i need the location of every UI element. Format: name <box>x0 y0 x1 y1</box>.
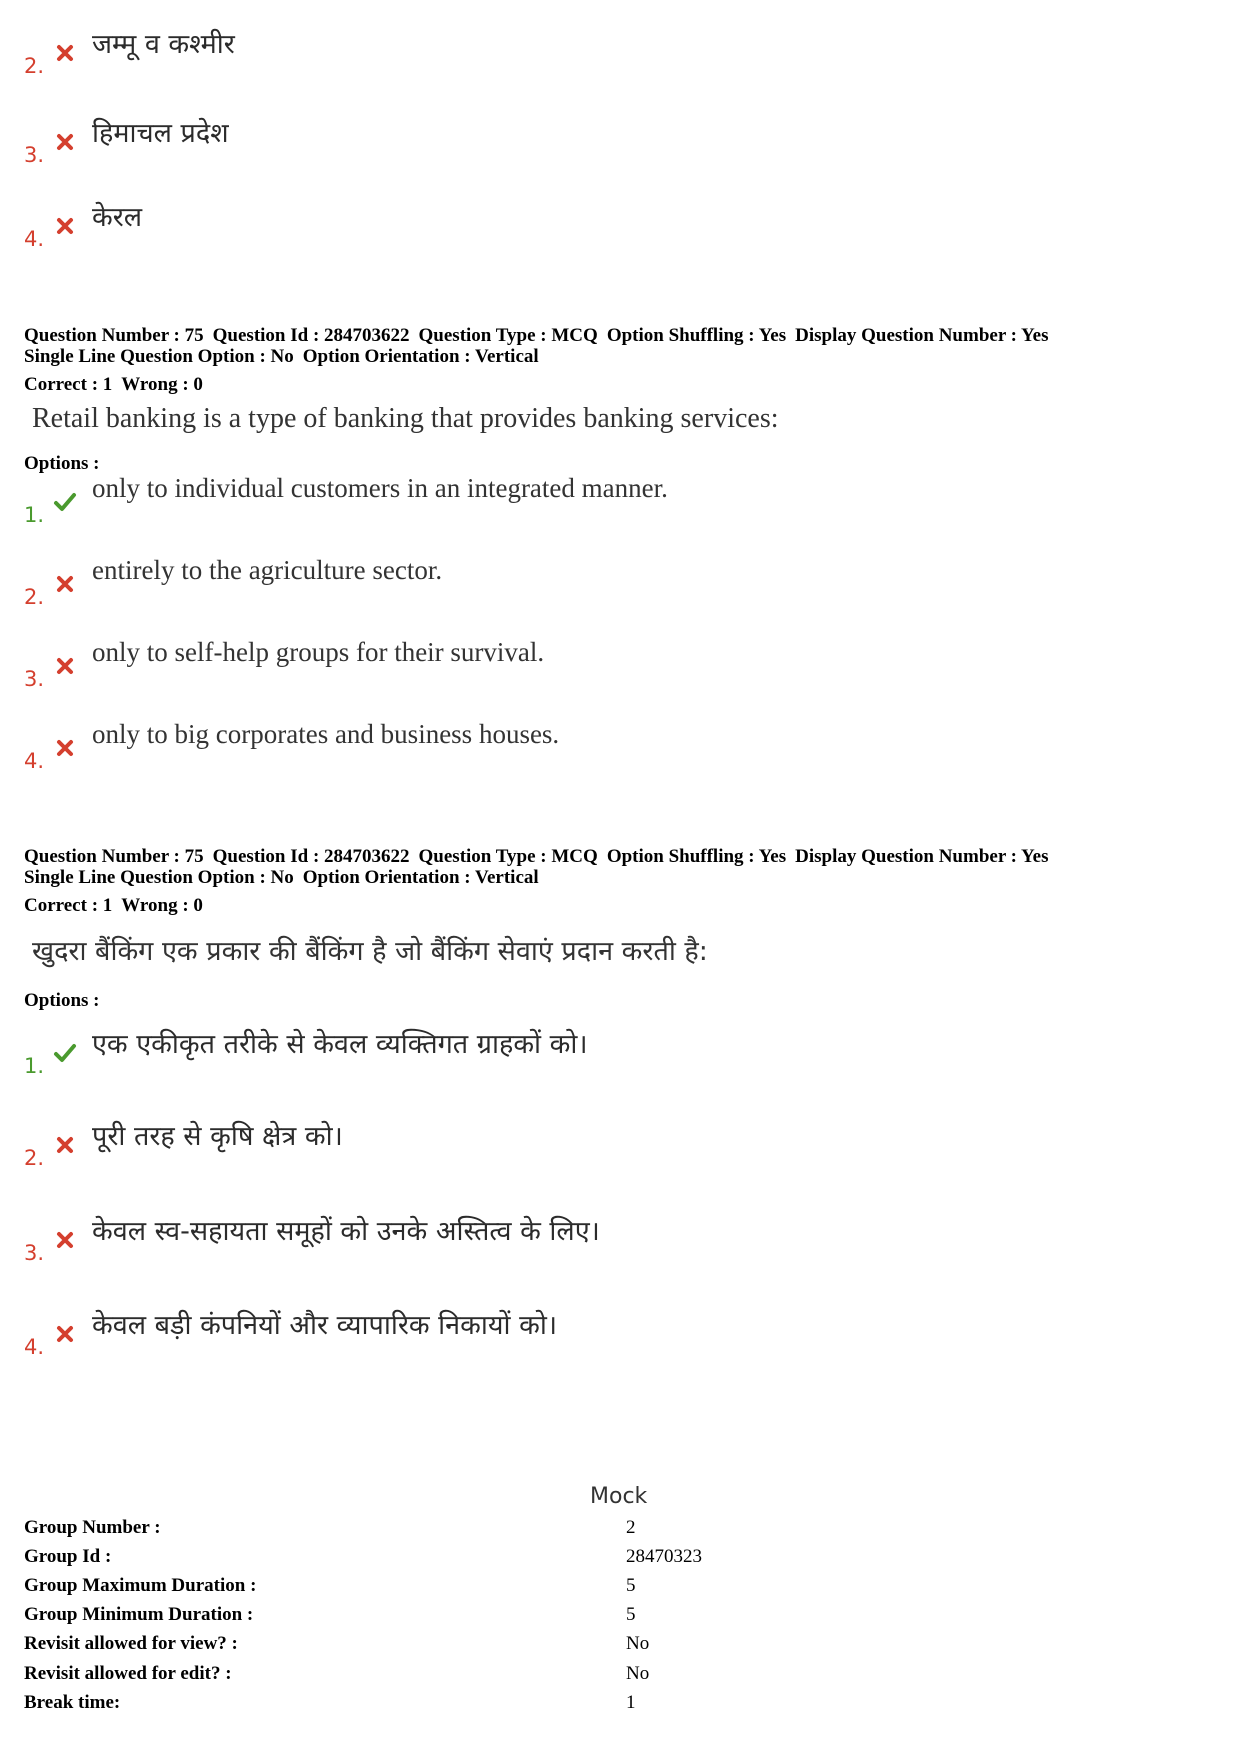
group-info-row <box>24 1604 824 1630</box>
option-number: 4. <box>24 1335 45 1359</box>
question-meta <box>24 846 1057 916</box>
group-info-value: 2 <box>626 1517 636 1538</box>
meta-line-1: Question Number : 75 Question Id : 284703622 Question Type : MCQ Option Shuffling : Yes Display Question Number : Yes <box>24 325 1049 346</box>
group-info-row <box>24 1575 824 1601</box>
option-text: only to self-help groups for their survival. <box>92 637 545 667</box>
option-number: 4. <box>24 749 45 773</box>
cross-icon <box>52 735 78 761</box>
cross-icon <box>52 1227 78 1253</box>
cross-icon <box>52 129 78 155</box>
option-number: 2. <box>24 585 45 609</box>
group-title: Mock <box>590 1484 648 1509</box>
option-number: 3. <box>24 143 45 167</box>
option-number: 3. <box>24 667 45 691</box>
group-info-key: Group Number : <box>24 1517 161 1538</box>
option-number: 4. <box>24 227 45 251</box>
option-text: केवल स्व-सहायता समूहों को उनके अस्तित्व के लिए। <box>92 1216 600 1247</box>
option-number: 1. <box>24 1054 45 1078</box>
group-info-row <box>24 1663 824 1689</box>
meta-line-2: Single Line Question Option : No Option Orientation : Vertical <box>24 867 539 888</box>
cross-icon <box>52 213 78 239</box>
option-number: 1. <box>24 503 45 527</box>
option-text: केवल बड़ी कंपनियों और व्यापारिक निकायों को। <box>92 1310 558 1341</box>
cross-icon <box>52 571 78 597</box>
cross-icon <box>52 40 78 66</box>
options-label: Options : <box>24 990 100 1011</box>
option-text: पूरी तरह से कृषि क्षेत्र को। <box>92 1121 343 1152</box>
group-info-value: 5 <box>626 1575 636 1596</box>
question-text: खुदरा बैंकिंग एक प्रकार की बैंकिंग है जो बैंकिंग सेवाएं प्रदान करती है: <box>32 936 708 967</box>
group-info-key: Group Id : <box>24 1546 112 1567</box>
option-text: केरल <box>92 202 143 233</box>
group-info-row <box>24 1546 824 1572</box>
option-text: entirely to the agriculture sector. <box>92 555 443 585</box>
check-icon <box>52 489 78 515</box>
group-info-key: Revisit allowed for view? : <box>24 1633 238 1654</box>
meta-line-1: Question Number : 75 Question Id : 284703622 Question Type : MCQ Option Shuffling : Yes Display Question Number : Yes <box>24 846 1049 867</box>
option-number: 3. <box>24 1241 45 1265</box>
group-info-row <box>24 1692 824 1718</box>
group-info-key: Revisit allowed for edit? : <box>24 1663 232 1684</box>
group-info-value: 1 <box>626 1692 636 1713</box>
meta-line-2: Single Line Question Option : No Option Orientation : Vertical <box>24 346 539 367</box>
group-info-value: No <box>626 1663 650 1684</box>
group-info-row <box>24 1517 824 1543</box>
group-info-value: No <box>626 1633 650 1654</box>
group-info-row <box>24 1633 824 1659</box>
group-info-key: Group Minimum Duration : <box>24 1604 254 1625</box>
options-label: Options : <box>24 453 100 474</box>
marks-line: Correct : 1 Wrong : 0 <box>24 374 203 395</box>
option-number: 2. <box>24 54 45 78</box>
marks-line: Correct : 1 Wrong : 0 <box>24 895 203 916</box>
check-icon <box>52 1040 78 1066</box>
group-info-key: Break time: <box>24 1692 121 1713</box>
option-text: जम्मू व कश्मीर <box>92 29 235 60</box>
option-text: हिमाचल प्रदेश <box>92 118 229 149</box>
option-text: only to individual customers in an integrated manner. <box>92 473 668 503</box>
question-text: Retail banking is a type of banking that provides banking services: <box>32 403 779 434</box>
question-meta <box>24 325 1057 395</box>
option-text: एक एकीकृत तरीके से केवल व्यक्तिगत ग्राहकों को। <box>92 1029 588 1060</box>
option-text: only to big corporates and business houses. <box>92 719 560 749</box>
cross-icon <box>52 1132 78 1158</box>
group-info-key: Group Maximum Duration : <box>24 1575 257 1596</box>
cross-icon <box>52 653 78 679</box>
option-number: 2. <box>24 1146 45 1170</box>
cross-icon <box>52 1321 78 1347</box>
group-info-value: 5 <box>626 1604 636 1625</box>
group-info-value: 28470323 <box>626 1546 702 1567</box>
